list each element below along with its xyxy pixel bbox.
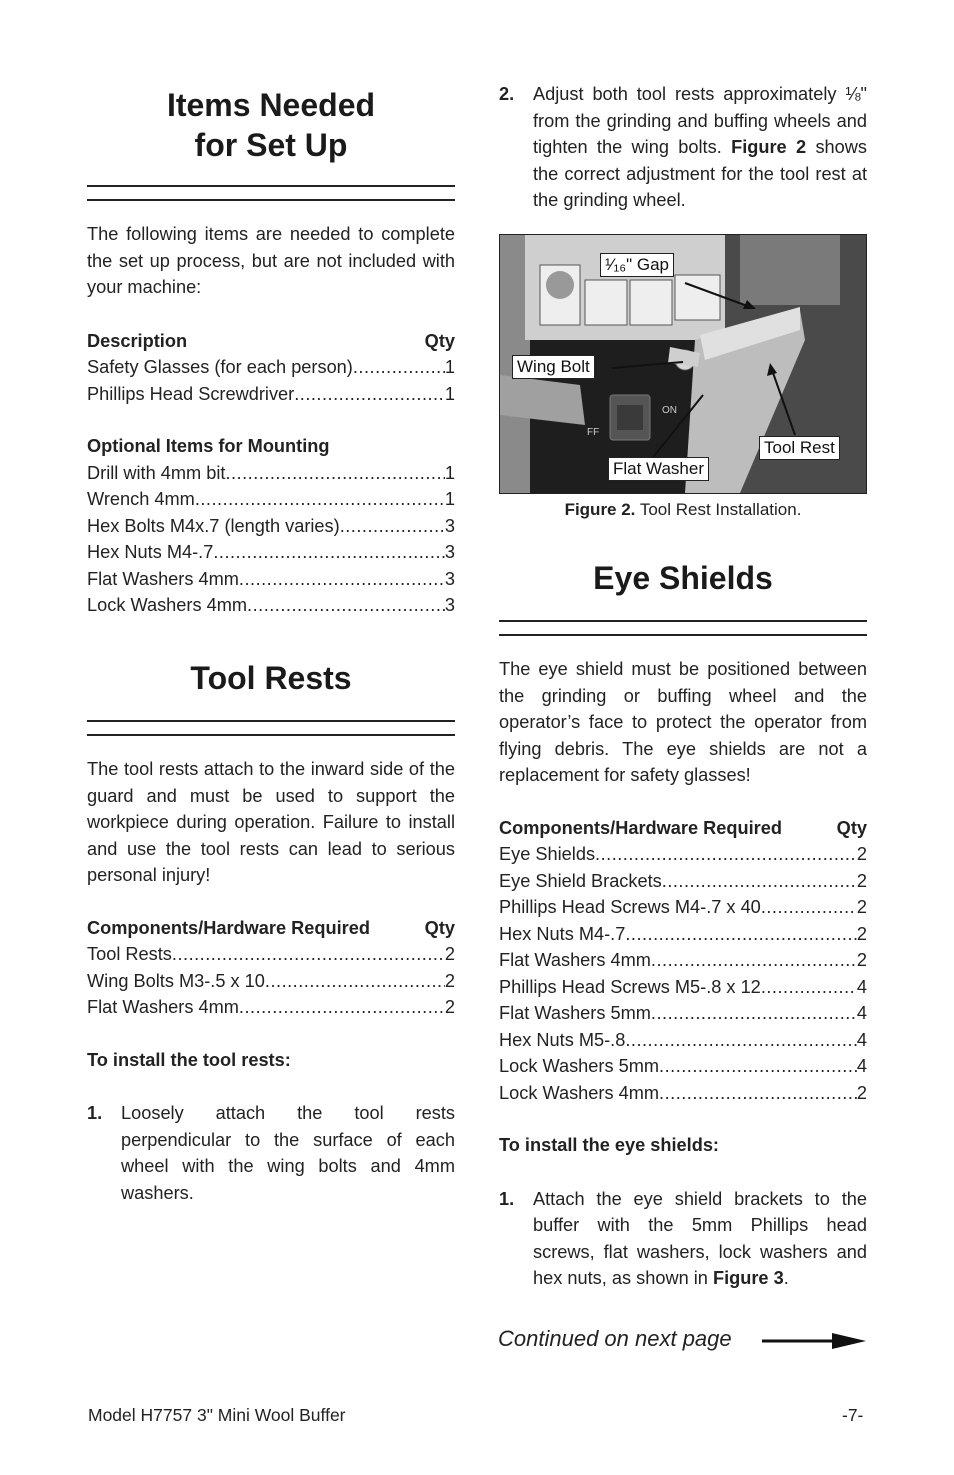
step-text: Loosely attach the tool rests perpendicular to the surface of each wheel with the wing bolts and 4mm washers. xyxy=(121,1103,455,1203)
step-number: 1. xyxy=(87,1103,103,1123)
list-item xyxy=(499,921,867,948)
item-qty: 3 xyxy=(444,515,455,536)
eye-shields-title: Eye Shields xyxy=(593,560,773,596)
item-qty: 2 xyxy=(856,1082,867,1103)
caption-text: Tool Rest Installation. xyxy=(635,500,802,519)
item-qty: 2 xyxy=(856,897,867,917)
list-item xyxy=(87,941,455,968)
item-qty: 4 xyxy=(856,1056,867,1076)
item-description: Flat Washers 5mm xyxy=(499,1003,651,1023)
install-step-2 xyxy=(499,81,867,214)
dot-leader xyxy=(239,566,445,593)
continued-on-next-page[interactable] xyxy=(498,1326,868,1356)
item-qty: 2 xyxy=(856,870,867,891)
item-qty: 4 xyxy=(856,1029,867,1050)
dot-leader xyxy=(247,592,445,619)
dot-leader xyxy=(225,460,444,487)
item-description: Hex Nuts M4-.7 xyxy=(87,542,214,562)
list-item xyxy=(87,539,455,566)
dot-leader xyxy=(353,354,445,381)
eye-list xyxy=(499,841,867,1106)
step-text-a: Adjust both tool rests approximately ⅛" from the grinding and buffing wheels and tighten the wing bolts. xyxy=(533,84,867,157)
wing-bolt-callout: Wing Bolt xyxy=(512,355,595,379)
dot-leader xyxy=(659,1053,857,1080)
item-description: Lock Washers 5mm xyxy=(499,1056,660,1076)
list-item xyxy=(87,354,455,381)
item-description: Phillips Head Screws M5-.8 x 12 xyxy=(499,976,761,997)
dot-leader xyxy=(625,921,857,948)
item-description: Lock Washers 4mm xyxy=(87,595,248,615)
tr-table-header xyxy=(87,915,455,942)
item-qty: 4 xyxy=(856,976,867,997)
item-qty: 4 xyxy=(856,1003,867,1023)
item-qty: 2 xyxy=(444,997,455,1017)
install-eye-shields-header: To install the eye shields: xyxy=(499,1135,719,1155)
dot-leader xyxy=(265,968,445,995)
tool-rests-title: Tool Rests xyxy=(190,660,352,696)
step-text xyxy=(533,81,867,214)
list-item xyxy=(499,1000,867,1027)
item-qty: 2 xyxy=(856,923,867,944)
step-text-a: Attach the eye shield brackets to the buffer with the 5mm Phillips head screws, flat washers, lock washers and hex nuts, as shown in xyxy=(533,1188,867,1288)
list-item xyxy=(499,974,867,1001)
list-item xyxy=(87,968,455,995)
dot-leader xyxy=(213,539,445,566)
list-item xyxy=(499,868,867,895)
item-qty: 3 xyxy=(444,542,455,562)
item-description: Flat Washers 4mm xyxy=(87,997,239,1017)
eye-shields-section xyxy=(499,558,867,1292)
items-table-header xyxy=(87,328,455,355)
on-label: ON xyxy=(662,405,677,416)
desc-header: Description xyxy=(87,330,188,351)
item-description: Flat Washers 4mm xyxy=(87,568,239,589)
item-description: Safety Glasses (for each person) xyxy=(87,357,353,377)
flat-washer-callout: Flat Washer xyxy=(608,457,709,481)
item-qty: 1 xyxy=(444,462,455,483)
list-item xyxy=(499,894,867,921)
item-qty: 2 xyxy=(856,844,867,864)
continued-text: Continued on next page xyxy=(498,1326,732,1351)
list-item xyxy=(87,994,455,1021)
figure-ref: Figure 2 xyxy=(731,137,807,157)
list-item xyxy=(499,1053,867,1080)
item-description: Hex Nuts M5-.8 xyxy=(499,1029,626,1050)
dot-leader xyxy=(294,381,445,408)
figure-caption xyxy=(499,500,867,520)
list-item xyxy=(87,486,455,513)
item-qty: 2 xyxy=(444,944,455,964)
title-line-1: Items Needed xyxy=(166,87,376,123)
list-item xyxy=(499,841,867,868)
item-qty: 1 xyxy=(444,489,455,509)
item-qty: 1 xyxy=(444,383,455,404)
figure-2-photo xyxy=(499,234,867,494)
qty-header: Qty xyxy=(424,330,455,351)
item-description: Drill with 4mm bit xyxy=(87,462,226,483)
item-qty: 3 xyxy=(444,595,455,615)
item-description: Eye Shields xyxy=(499,844,596,864)
tool-rest-callout: Tool Rest xyxy=(759,436,840,460)
item-description: Phillips Head Screwdriver xyxy=(87,383,295,404)
item-description: Wing Bolts M3-.5 x 10 xyxy=(87,970,265,991)
item-description: Tool Rests xyxy=(87,944,172,964)
dot-leader xyxy=(625,1027,857,1054)
section-rule xyxy=(87,185,455,201)
install-step-1 xyxy=(87,1100,455,1206)
step-text xyxy=(533,1186,867,1292)
section-rule xyxy=(87,720,455,736)
step-2 xyxy=(499,81,867,214)
footer-page-number: -7- xyxy=(842,1405,864,1425)
items-list xyxy=(87,354,455,407)
title-line-2: for Set Up xyxy=(194,127,348,163)
dot-leader xyxy=(651,947,857,974)
dot-leader xyxy=(340,513,445,540)
step-text-b: shows the correct adjustment for the tool rest at the grinding wheel. xyxy=(533,137,868,210)
list-item xyxy=(87,566,455,593)
list-item xyxy=(87,592,455,619)
list-item xyxy=(87,460,455,487)
items-needed-title xyxy=(87,85,455,165)
eye-install-step-1 xyxy=(499,1186,867,1292)
off-label: FF xyxy=(587,427,600,438)
install-tool-rests-header: To install the tool rests: xyxy=(87,1049,291,1070)
list-item xyxy=(87,381,455,408)
tr-list xyxy=(87,941,455,1021)
item-qty: 1 xyxy=(444,357,455,377)
qty-header: Qty xyxy=(836,817,867,838)
footer-model: Model H7757 3" Mini Wool Buffer xyxy=(88,1405,346,1425)
qty-header: Qty xyxy=(424,917,455,938)
item-description: Hex Bolts M4x.7 (length varies) xyxy=(87,515,340,536)
section-rule xyxy=(499,620,867,636)
eye-shields-intro: The eye shield must be positioned between the grinding or buffing wheel and the operator’s face to protect the operator from flying debris. The eye shields are not a replacement for safety glasses! xyxy=(499,659,867,785)
caption-label: Figure 2. xyxy=(564,500,636,519)
figure-ref: Figure 3 xyxy=(712,1268,784,1288)
item-qty: 2 xyxy=(444,970,455,991)
dot-leader xyxy=(595,841,857,868)
dot-leader xyxy=(172,941,445,968)
items-needed-section xyxy=(87,85,455,619)
dot-leader xyxy=(659,1080,857,1107)
tool-rests-section xyxy=(87,658,455,1206)
step-number: 2. xyxy=(499,84,515,104)
dot-leader xyxy=(761,894,857,921)
list-item xyxy=(87,513,455,540)
dot-leader xyxy=(239,994,445,1021)
desc-header: Components/Hardware Required xyxy=(87,917,370,938)
item-qty: 2 xyxy=(856,950,867,970)
dot-leader xyxy=(761,974,857,1001)
items-intro: The following items are needed to complete the set up process, but are not included with your machine: xyxy=(87,224,455,297)
item-description: Hex Nuts M4-.7 xyxy=(499,923,626,944)
item-description: Eye Shield Brackets xyxy=(499,870,662,891)
list-item xyxy=(499,1027,867,1054)
desc-header: Components/Hardware Required xyxy=(499,817,782,838)
arrow-right-icon xyxy=(762,1332,866,1350)
item-description: Wrench 4mm xyxy=(87,489,195,509)
item-description: Phillips Head Screws M4-.7 x 40 xyxy=(499,897,761,917)
list-item xyxy=(499,1080,867,1107)
item-qty: 3 xyxy=(444,568,455,589)
dot-leader xyxy=(662,868,857,895)
step-text-b: . xyxy=(783,1268,789,1288)
tool-rests-intro: The tool rests attach to the inward side of the guard and must be used to support the workpiece during operation. Failure to install and use the tool rests can lead to serious personal injury! xyxy=(87,759,455,885)
gap-callout: ¹⁄₁₆" Gap xyxy=(600,253,674,277)
list-item xyxy=(499,947,867,974)
item-description: Flat Washers 4mm xyxy=(499,950,651,970)
optional-list xyxy=(87,460,455,619)
optional-header: Optional Items for Mounting xyxy=(87,436,330,456)
dot-leader xyxy=(651,1000,857,1027)
eye-table-header xyxy=(499,815,867,842)
step-number: 1. xyxy=(499,1188,515,1209)
dot-leader xyxy=(195,486,445,513)
item-description: Lock Washers 4mm xyxy=(499,1082,660,1103)
